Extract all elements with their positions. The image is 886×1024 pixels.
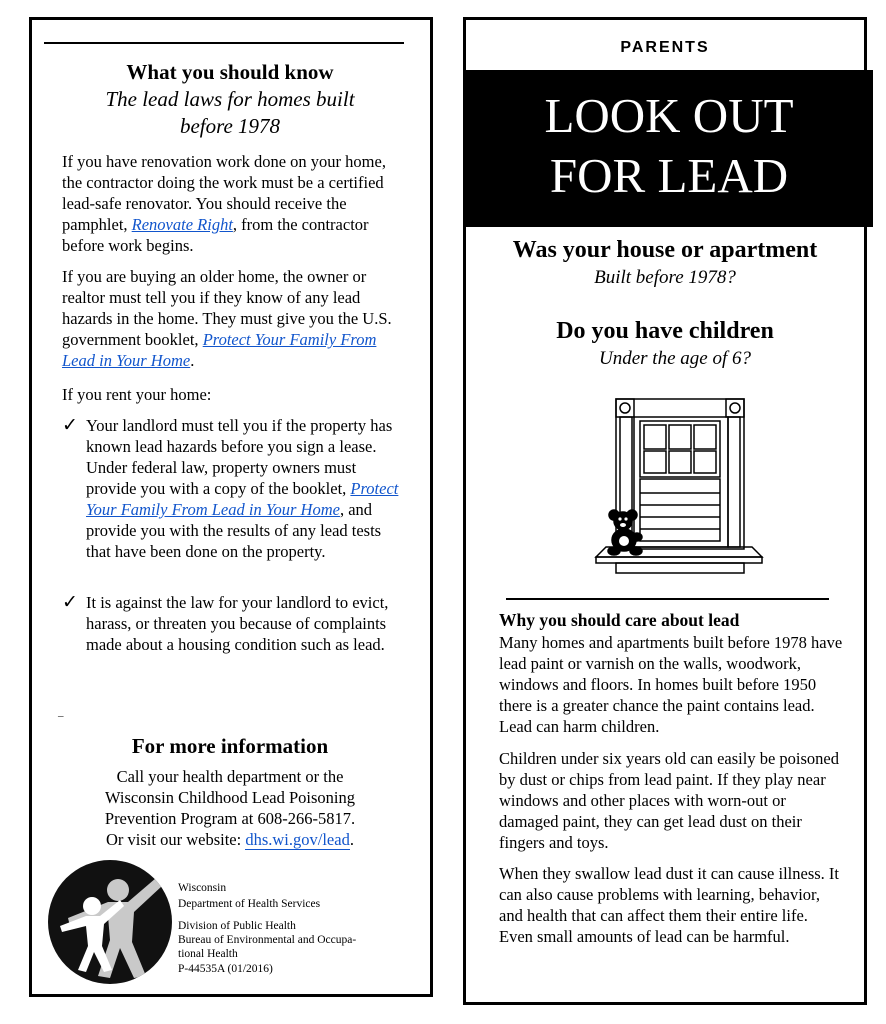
org-line6: P-44535A (01/2016) [178,963,273,975]
visit-text-end: . [349,830,354,849]
buying-text-end: . [190,351,195,370]
window-with-teddy-bear-illustration [594,397,764,575]
section-divider [506,598,829,600]
headline-banner [465,70,873,227]
website-link[interactable]: dhs.wi.gov/lead [245,830,350,849]
protect-family-booklet-link[interactable]: Protect Your Family From Lead in Your Home [86,479,399,519]
top-divider [44,42,404,44]
org-line3: Division of Public Health [178,920,296,932]
more-info-line2: Wisconsin Childhood Lead Poisoning [104,788,356,807]
question2-subtitle: Under the age of 6? [599,348,751,369]
why-paragraph-1: Many homes and apartments built before 1978 have lead paint or varnish on the walls, woodwork, windows and floors. In homes built before 1950 there is a greater chance the paint contains lead. Lead can harm children. [499,633,843,736]
renovation-paragraph [62,151,402,256]
check1-text-end: , and provide you with the results of any lead tests that have been done on the property. [86,500,382,561]
more-info-line4 [32,829,428,850]
question1-subtitle: Built before 1978? [594,267,736,288]
question2-title: Do you have children [556,318,774,344]
check-item-eviction [62,592,402,655]
org-line4: Bureau of Environmental and Occupa- [178,934,357,946]
headline-line1: LOOK OUT [544,88,794,143]
kicker-label: PARENTS [620,39,710,56]
section-subtitle-line2: before 1978 [179,114,281,138]
checkmark-icon: ✓ [62,592,78,613]
why-care-title: Why you should care about lead [499,610,740,630]
more-info-body [32,766,428,850]
renovation-text-end: , from the contractor before work begins. [62,215,369,255]
more-info-line3: Prevention Program at 608-266-5817. [104,809,356,828]
visit-text: Or visit our website: [106,830,246,849]
why-paragraph-2: Children under six years old can easily be poisoned by dust or chips from lead paint. If they play near windows and other places with worn-out or damaged paint, they can get lead dust on their fingers and toys. [499,749,839,852]
checkmark-icon: ✓ [62,415,78,436]
section-subtitle-line1: The lead laws for homes built [105,87,355,111]
org-line5: tional Health [178,948,238,960]
protect-family-link[interactable]: Protect Your Family From Lead in Your Home [62,330,377,370]
more-info-line1: Call your health department or the [116,767,344,786]
why-paragraph-3: When they swallow lead dust it can cause illness. It can also cause problems with learning, behavior, and health that can affect them their entire life. Even small amounts of lead can be harmful. [499,864,839,946]
rent-paragraph: If you rent your home: [62,385,212,404]
stray-dash: – [58,710,64,722]
buying-paragraph [62,266,402,371]
left-panel [29,17,433,997]
more-info-title: For more information [131,734,329,758]
people-figure-logo-icon [48,860,172,984]
section-title: What you should know [126,60,334,84]
check-item-landlord-disclosure [62,415,402,562]
question1-title: Was your house or apartment [512,237,818,263]
right-panel [463,17,867,1005]
org-line1: Wisconsin [178,882,227,894]
renovation-text: If you have renovation work done on your home, the contractor doing the work must be a certified lead-safe renovator. You should receive the pamphlet, [62,152,386,234]
buying-text: If you are buying an older home, the owner or realtor must tell you if they know of any lead hazards in the home. They must give you the U.S. government booklet, [62,267,392,349]
renovate-right-link[interactable]: Renovate Right [131,215,233,234]
headline-line2: FOR LEAD [549,148,789,203]
check1-text: Your landlord must tell you if the property has known lead hazards before you sign a lease. Under federal law, property owners must provide you with a copy of the booklet, [86,416,393,498]
org-line2: Department of Health Services [178,898,321,910]
check2-text: It is against the law for your landlord to evict, harass, or threaten you because of complaints made about a housing condition such as lead. [86,593,389,654]
